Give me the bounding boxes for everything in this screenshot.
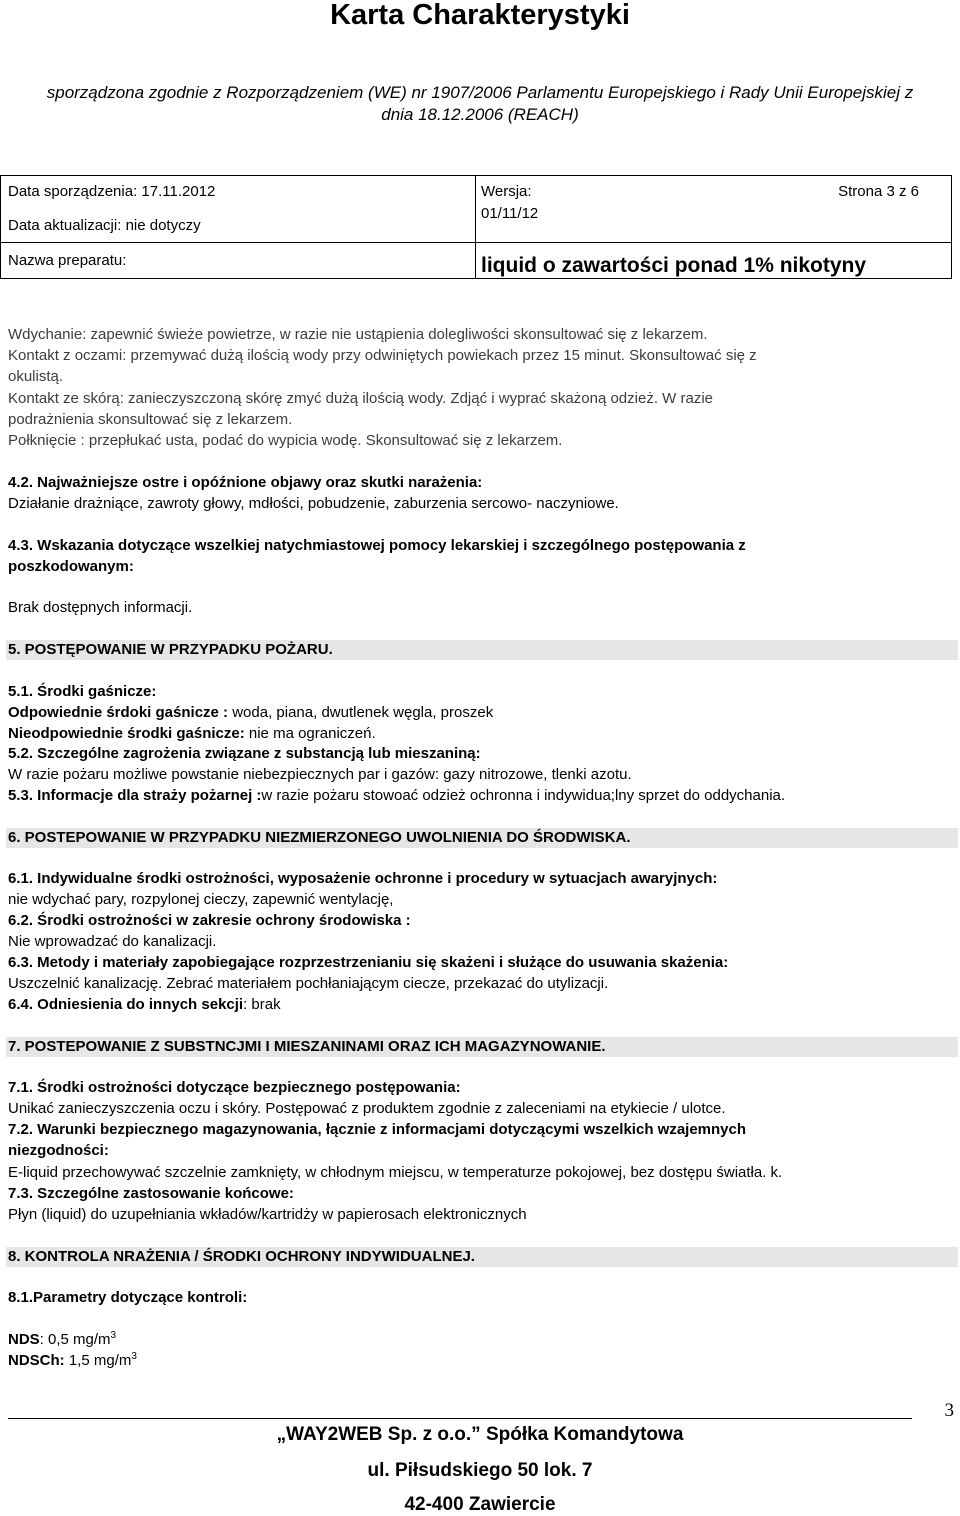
date-updated-value: nie dotyczy [125,217,201,234]
document-title: Karta Charakterystyki [330,0,630,31]
section-5-3-label: 5.3. Informacje dla straży pożarnej : [8,787,262,804]
section-6-3-text: Uszczelnić kanalizację. Zebrać materiałem pochłaniającym ciecze, przekazać do utylizacji. [8,975,609,992]
section-4-3-text: Brak dostępnych informacji. [8,599,193,616]
header-divider-horizontal [1,242,951,243]
section-7-1-text: Unikać zanieczyszczenia oczu i skóry. Postępować z produktem zgodnie z zaleceniami na etykiecie / ulotce. [8,1100,726,1117]
section-5-2-heading: 5.2. Szczególne zagrożenia związane z substancją lub mieszaniną: [8,745,481,762]
section-4-2-text: Działanie drażniące, zawroty głowy, mdłości, pobudzenie, zaburzenia sercowo- naczyniowe. [8,495,619,512]
first-aid-inhalation: Wdychanie: zapewnić świeże powietrze, w razie nie ustąpienia dolegliwości skonsultować się z lekarzem. [8,326,708,343]
section-7-2-text: E-liquid przechowywać szczelnie zamknięty, w chłodnym miejscu, w temperaturze pokojowej, bez dostępu światła. k. [8,1164,783,1181]
ndsch-row [8,1352,137,1370]
section-6-1-heading: 6.1. Indywidualne środki ostrożności, wyposażenie ochronne i procedury w sytuacjach awaryjnych: [8,870,718,887]
ndsch-value: 1,5 mg/m [64,1352,132,1369]
ndsch-label: NDSCh: [8,1352,65,1369]
section-6-4-text: : brak [243,996,281,1013]
unsuitable-label: Nieodpowiednie środki gaśnicze: [8,725,245,742]
date-updated [8,217,201,235]
section-5-2-text: W razie pożaru możliwe powstanie niebezpiecznych par i gazów: gazy nitrozowe, tlenki azotu. [8,766,632,783]
footer-company: „WAY2WEB Sp. z o.o.” Spółka Komandytowa [276,1424,684,1445]
nds-label: NDS [8,1331,40,1348]
version-label: Wersja: [481,183,532,200]
section-6-2-text: Nie wprowadzać do kanalizacji. [8,933,217,950]
footer-street: ul. Piłsudskiego 50 lok. 7 [367,1460,593,1481]
date-created-value: 17.11.2012 [141,183,216,200]
header-table [0,175,952,279]
page-number: 3 [944,1400,954,1421]
page-indicator: Strona 3 z 6 [838,183,919,200]
document-subtitle [10,82,950,126]
section-6-2-heading: 6.2. Środki ostrożności w zakresie ochrony środowiska : [8,912,411,929]
section-7-3-heading: 7.3. Szczególne zastosowanie końcowe: [8,1185,294,1202]
nds-exponent: 3 [110,1330,117,1341]
section-4-3-heading-cont: poszkodowanym: [8,558,134,575]
date-created [8,183,215,201]
section-5-1-unsuitable [8,725,376,743]
ndsch-exponent: 3 [131,1351,137,1362]
header-divider-vertical [475,176,476,278]
footer-rule [8,1418,912,1419]
suitable-text: woda, piana, dwutlenek węgla, proszek [228,704,494,721]
section-5-1-heading: 5.1. Środki gaśnicze: [8,683,157,700]
nds-value: : 0,5 mg/m [39,1331,111,1348]
subtitle-line-1: sporządzona zgodnie z Rozporządzeniem (WE) nr 1907/2006 Parlamentu Europejskiego i Rady Unii Europejskiej z [46,83,914,102]
section-5-3-text: w razie pożaru stowoać odzież ochronna i indywidua;lny sprzet do oddychania. [261,787,786,804]
section-7-1-heading: 7.1. Środki ostrożności dotyczące bezpiecznego postępowania: [8,1079,461,1096]
date-updated-label: Data aktualizacji: [8,217,122,234]
section-4-2-heading: 4.2. Najważniejsze ostre i opóźnione objawy oraz skutki narażenia: [8,474,483,491]
product-label: Nazwa preparatu: [8,252,127,269]
first-aid-skin: Kontakt ze skórą: zanieczyszczoną skórę zmyć dużą ilością wody. Zdjąć i wyprać skażoną odzież. W razie [8,390,713,407]
section-7-heading: 7. POSTEPOWANIE Z SUBSTNCJMI I MIESZANINAMI ORAZ ICH MAGAZYNOWANIE. [6,1037,958,1057]
subtitle-line-2: dnia 18.12.2006 (REACH) [381,105,579,124]
first-aid-skin-cont: podrażnienia skonsultować się z lekarzem. [8,411,293,428]
section-4-3-heading: 4.3. Wskazania dotyczące wszelkiej natychmiastowej pomocy lekarskiej i szczególnego postępowania z [8,537,746,554]
first-aid-ingestion: Połknięcie : przepłukać usta, podać do wypicia wodę. Skonsultować się z lekarzem. [8,432,563,449]
footer-city: 42-400 Zawiercie [404,1494,556,1515]
unsuitable-text: nie ma ograniczeń. [244,725,376,742]
section-5-heading: 5. POSTĘPOWANIE W PRZYPADKU POŻARU. [6,640,958,660]
section-6-1-text: nie wdychać pary, rozpylonej cieczy, zapewnić wentylację, [8,891,394,908]
section-5-1-suitable [8,704,493,722]
section-7-2-heading: 7.2. Warunki bezpiecznego magazynowania, łącznie z informacjami dotyczącymi wszelkich wzajemnych [8,1121,747,1138]
first-aid-eyes-cont: okulistą. [8,368,64,385]
section-8-heading: 8. KONTROLA NRAŻENIA / ŚRODKI OCHRONY INDYWIDUALNEJ. [6,1247,958,1267]
section-6-heading: 6. POSTEPOWANIE W PRZYPADKU NIEZMIERZONEGO UWOLNIENIA DO ŚRODWISKA. [6,828,958,848]
date-created-label: Data sporządzenia: [8,183,138,200]
first-aid-eyes: Kontakt z oczami: przemywać dużą ilością wody przy odwiniętych powiekach przez 15 minut. Skonsultować się z [8,347,757,364]
product-name: liquid o zawartości ponad 1% nikotyny [481,254,867,277]
section-6-3-heading: 6.3. Metody i materiały zapobiegające rozprzestrzenianiu się skażeni i służące do usuwania skażenia: [8,954,729,971]
section-7-2-heading-cont: niezgodności: [8,1142,109,1159]
section-6-4-label: 6.4. Odniesienia do innych sekcji [8,996,244,1013]
section-7-3-text: Płyn (liquid) do uzupełniania wkładów/kartridży w papierosach elektronicznych [8,1206,527,1223]
section-8-1-heading: 8.1.Parametry dotyczące kontroli: [8,1289,248,1306]
section-6-4 [8,996,281,1014]
section-5-3 [8,787,785,805]
nds-row [8,1331,116,1349]
suitable-label: Odpowiednie śrdoki gaśnicze : [8,704,229,721]
version-value: 01/11/12 [481,205,539,222]
